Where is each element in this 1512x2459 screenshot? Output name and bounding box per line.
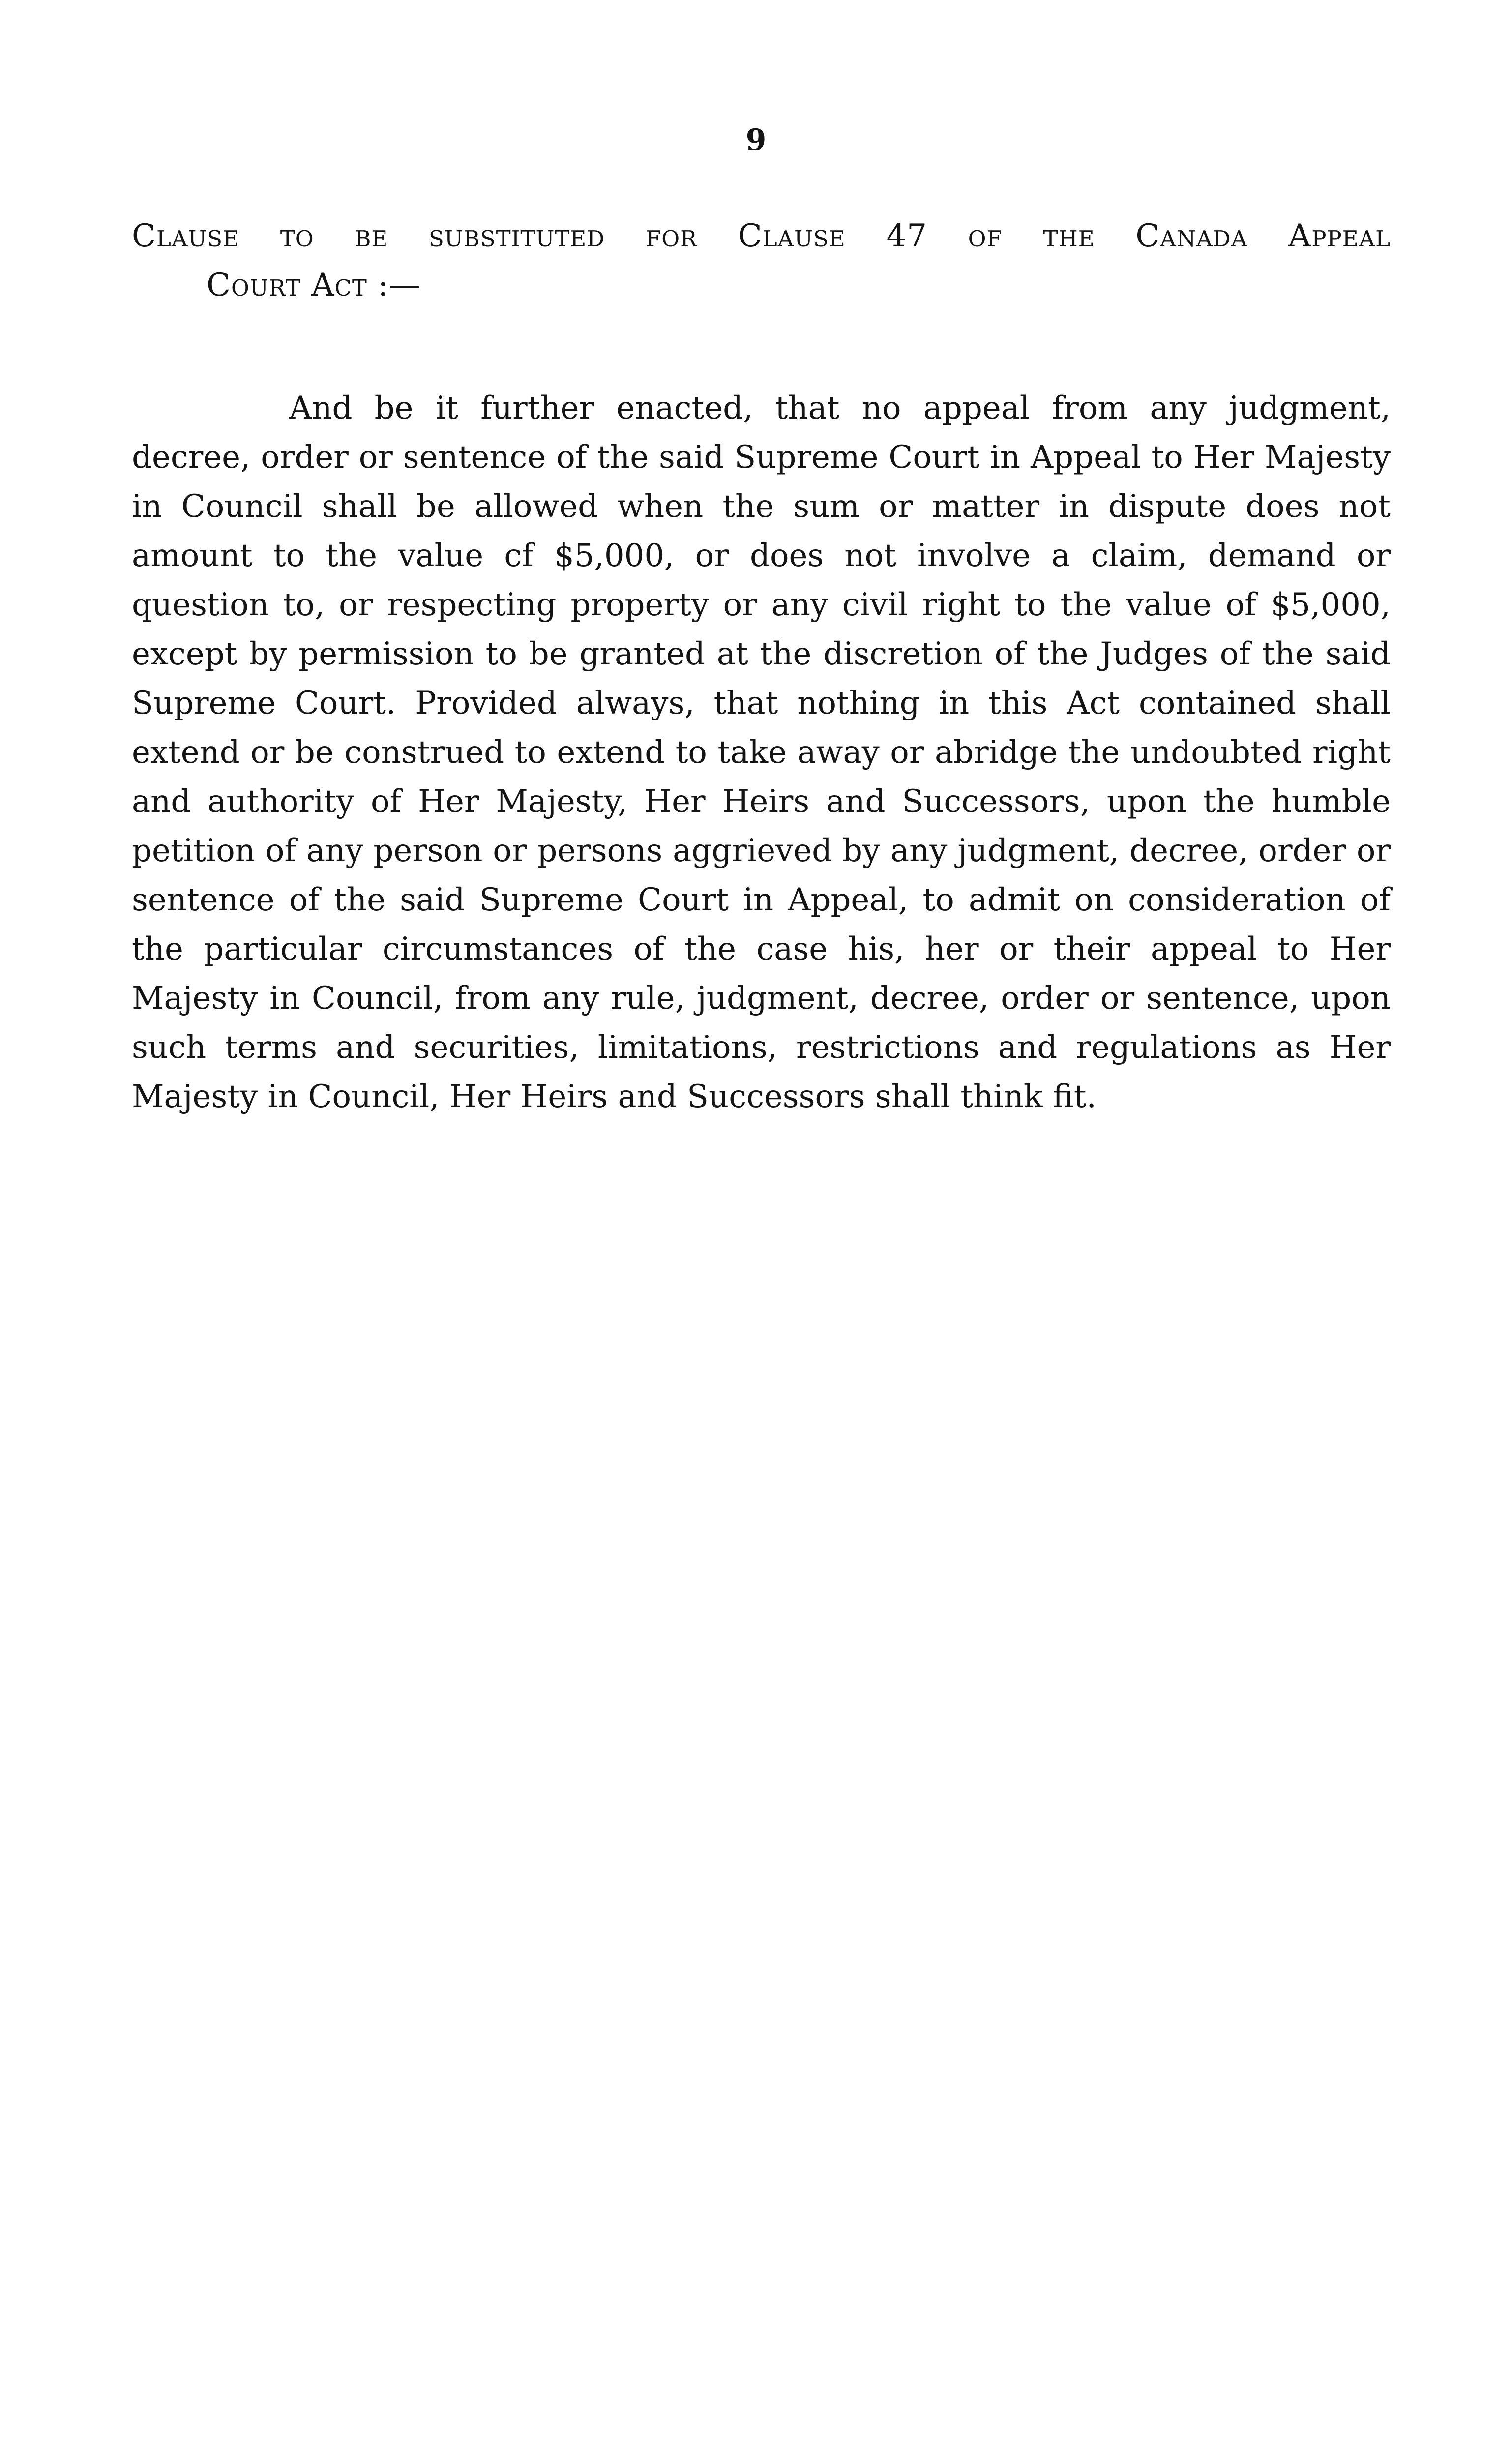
clause-heading-line-2: Court Act :— [207,267,421,303]
clause-heading-line-1: Clause to be substituted for Clause 47 of the Canada Appeal [132,218,1391,254]
page-number: 9 [745,123,767,157]
clause-body-paragraph: And be it further enacted, that no appeal from any judgment, decree, order or sentence of the said Supreme Court in Appeal to Her Majesty in Council shall be allowed when the sum or matter in dispute does not amount to the value cf $5,000, or does not involve a claim, demand or question to, or respecting property or any civil right to the value of $5,000, except by permission to be granted at the discretion of the Judges of the said Supreme Court. Provided always, that nothing in this Act contained shall extend or be construed to extend to take away or abridge the undoubted right and authority of Her Majesty, Her Heirs and Successors, upon the humble petition of any person or persons aggrieved by any judgment, decree, order or sentence of the said Supreme Court in Appeal, to admit on consideration of the particular circumstances of the case his, her or their appeal to Her Majesty in Council, from any rule, judgment, decree, order or sentence, upon such terms and securities, limitations, restrictions and regulations as Her Majesty in Council, Her Heirs and Successors shall think fit. [132,390,1391,1115]
